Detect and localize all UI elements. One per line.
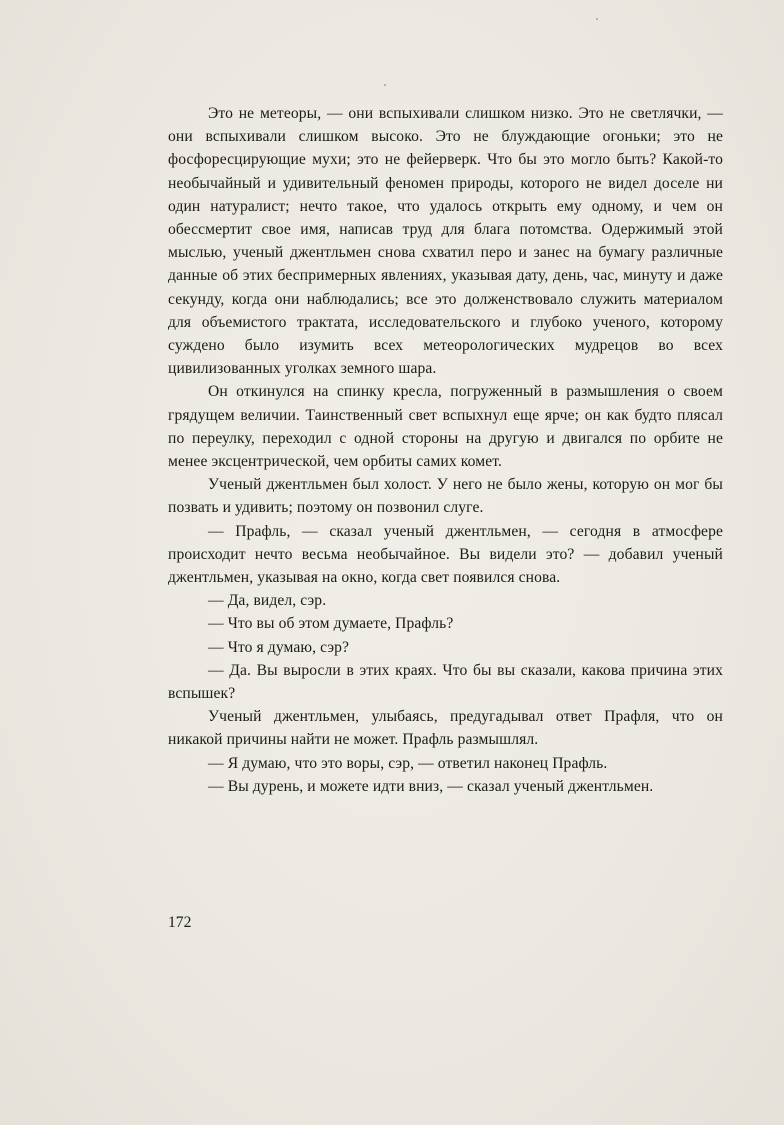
paragraph: Ученый джентльмен, улыбаясь, предугадывал ответ Прафля, что он никакой причины найти не может. Прафль размышлял. <box>168 708 723 749</box>
paragraph: Ученый джентльмен был холост. У него не было жены, которую он мог бы позвать и удивить; поэтому он позвонил слуге. <box>168 476 723 517</box>
paragraph: Это не метеоры, — они вспыхивали слишком низко. Это не светлячки, — они вспыхивали слишком высоко. Это не блуждающие огоньки; это не фосфоресцирующие мухи; это не фейерверк. Что бы это могло быть? Какой-то необычайный и удивительный феномен природы, которого не видел доселе ни один натуралист; нечто такое, что удалось открыть ему одному, и чем он обессмертит свое имя, написав труд для блага потомства. Одержимый этой мыслью, ученый джентльмен снова схватил перо и занес на бумагу различные данные об этих беспримерных явлениях, указывая дату, день, час, минуту и даже секунду, когда они наблюдались; все это долженствовало служить материалом для объемистого трактата, исследовательского и глубоко ученого, которому суждено было изумить всех метеорологических мудрецов во всех цивилизованных уголках земного шара. <box>168 105 723 378</box>
dialogue-line: — Да, видел, сэр. <box>208 592 327 610</box>
paragraph: Он откинулся на спинку кресла, погруженный в размышления о своем грядущем величии. Таинственный свет вспыхнул еще ярче; он как будто плясал по переулку, переходил с одной стороны на другую и двигался по орбите не менее эксцентрической, чем орбиты самих комет. <box>168 383 723 471</box>
body-text <box>168 102 723 798</box>
page-number: 172 <box>168 914 192 931</box>
dialogue-line: — Что вы об этом думаете, Прафль? <box>208 615 454 633</box>
dialogue-line: — Я думаю, что это воры, сэр, — ответил наконец Прафль. <box>208 754 608 772</box>
dialogue-line: — Да. Вы выросли в этих краях. Что бы вы сказали, какова причина этих вспышек? <box>168 661 723 703</box>
dialogue-line: — Вы дурень, и можете идти вниз, — сказал ученый джентльмен. <box>208 777 654 795</box>
paper-speck <box>596 18 598 20</box>
paper-speck <box>384 84 386 86</box>
dialogue-line: — Что я думаю, сэр? <box>208 638 350 656</box>
dialogue-line: — Прафль, — сказал ученый джентльмен, — сегодня в атмосфере происходит нечто весьма необычайное. Вы видели это? — добавил ученый джентльмен, указывая на окно, когда свет появился снова. <box>168 522 723 587</box>
